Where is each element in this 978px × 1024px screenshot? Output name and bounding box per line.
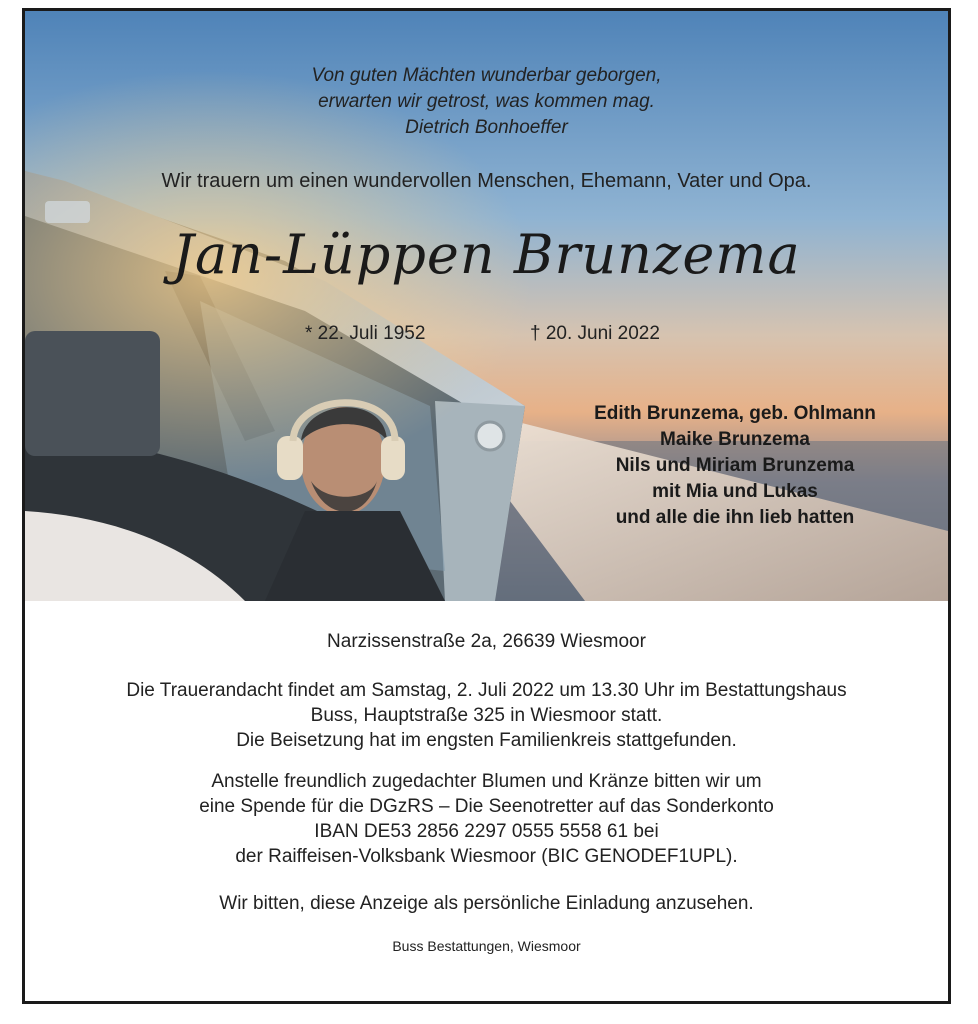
service-line: Die Trauerandacht findet am Samstag, 2. Juli 2022 um 13.30 Uhr im Bestattungshaus <box>126 680 847 701</box>
invitation-note: Wir bitten, diese Anzeige als persönliche Einladung anzusehen. <box>219 893 754 914</box>
service-info <box>25 678 948 753</box>
bonhoeffer-quote <box>25 63 948 141</box>
donation-line: der Raiffeisen-Volksbank Wiesmoor (BIC GENODEF1UPL). <box>235 846 738 867</box>
quote-line-1: Von guten Mächten wunderbar geborgen, <box>311 65 662 86</box>
undertaker-credit: Buss Bestattungen, Wiesmoor <box>392 938 581 954</box>
deceased-name: Jan-Lüppen Brunzema <box>172 223 801 286</box>
service-line: Buss, Hauptstraße 325 in Wiesmoor statt. <box>310 705 663 726</box>
family-list <box>555 401 915 531</box>
mourning-intro: Wir trauern um einen wundervollen Menschen, Ehemann, Vater und Opa. <box>161 170 812 192</box>
donation-line: eine Spende für die DGzRS – Die Seenotretter auf das Sonderkonto <box>199 796 774 817</box>
donation-info <box>25 769 948 869</box>
family-address: Narzissenstraße 2a, 26639 Wiesmoor <box>327 631 646 652</box>
birth-date: * 22. Juli 1952 <box>305 323 426 344</box>
service-line: Die Beisetzung hat im engsten Familienkreis stattgefunden. <box>236 730 737 751</box>
quote-line-2: erwarten wir getrost, was kommen mag. <box>318 91 655 112</box>
family-member: Nils und Miriam Brunzema <box>615 455 855 476</box>
notice-details <box>25 601 948 1001</box>
donation-line: IBAN DE53 2856 2297 0555 5558 61 bei <box>314 821 659 842</box>
obituary-frame <box>22 8 951 1004</box>
cockpit-photo <box>25 11 948 601</box>
death-date: † 20. Juni 2022 <box>530 323 660 344</box>
donation-line: Anstelle freundlich zugedachter Blumen und Kränze bitten wir um <box>211 771 762 792</box>
quote-author: Dietrich Bonhoeffer <box>405 117 568 138</box>
family-member: und alle die ihn lieb hatten <box>615 507 855 528</box>
family-member: Maike Brunzema <box>660 429 810 450</box>
family-member: mit Mia und Lukas <box>652 481 818 502</box>
family-member: Edith Brunzema, geb. Ohlmann <box>594 403 876 424</box>
